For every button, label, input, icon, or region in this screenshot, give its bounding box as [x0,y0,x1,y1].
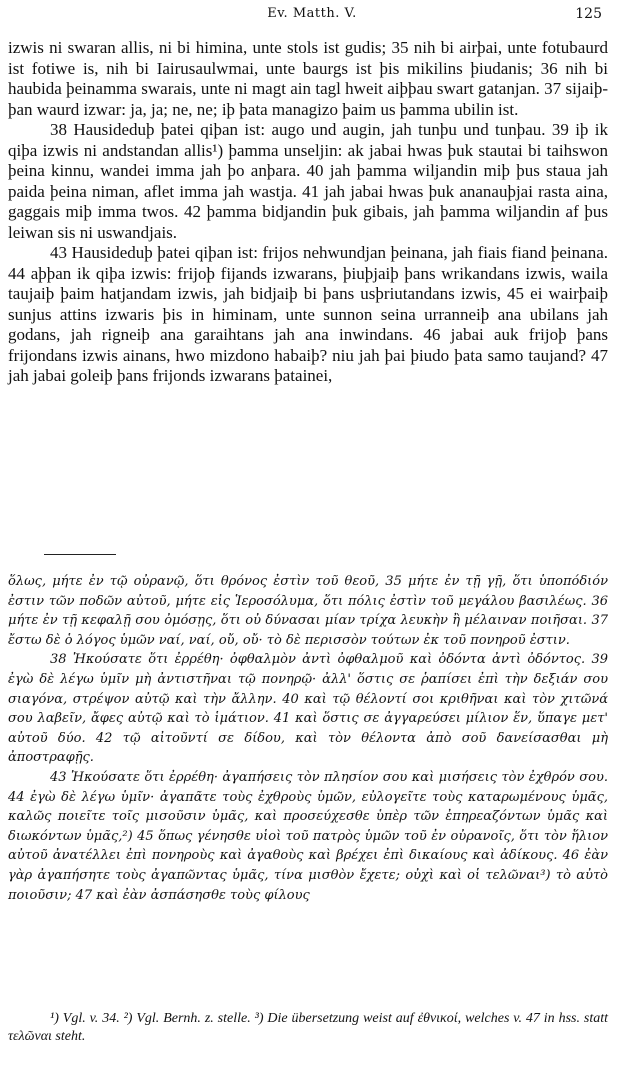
gothic-paragraph: 43 Hausideduþ þatei qiþan ist: frijos nehwundjan þeinana, jah fiais fiand þeinana. 44 aþþan ik qiþa izwis: frijoþ fijands izwarans, þiuþjaiþ þans wrikandans izwis, waila taujaiþ þaim hatjandam izwis, jah bidjaiþ bi þans usþriutandans izwis, 45 ei wairþaiþ sunjus attins izwaris þis in himinam, unte sunnon seina urranneiþ ana ubilans jah godans, jah rigneiþ ana garaihtans jah ana inwindans. 46 jabai auk frijoþ þans frijondans izwis ainans, hwo mizdono habaiþ? niu jah þai þiudo þata samo taujand? 47 jah jabai goleiþ þans frijonds izwarans þatainei, [8,243,608,385]
gothic-paragraph: 38 Hausideduþ þatei qiþan ist: augo und augin, jah tunþu und tunþau. 39 iþ ik qiþa izwis ni andstandan allis¹) þamma unseljin: ak jabai hwas þuk stautai bi taihswon þeina kinnu, wandei imma jah þo anþara. 40 jah þamma wiljandin miþ þus staua jah paida þeina niman, aflet imma jah wastja. 41 jah jabai hwas þuk ananauþjai rasta aina, gaggais miþ imma twos. 42 þamma bidjandin þuk gibais, jah þamma wiljandin af þus leiwan sis ni uswandjais. [8,120,608,242]
footnote-text: ¹) Vgl. v. 34. ²) Vgl. Bernh. z. stelle. ³) Die übersetzung weist auf ἐθνικοί, welches v. 47 in hss. statt τελῶναι steht. [8,1011,608,1044]
gothic-text [8,38,608,387]
page-header [0,6,624,26]
greek-paragraph: 43 Ἠκούσατε ὅτι ἐρρέθη· ἀγαπήσεις τὸν πλησίον σου καὶ μισήσεις τὸν ἐχθρόν σου. 44 ἐγὼ δὲ λέγω ὑμῖν· ἀγαπᾶτε τοὺς ἐχθροὺς ὑμῶν, εὐλογεῖτε τοὺς καταρωμένους ὑμᾶς, καλῶς ποιεῖτε τοῖς μισοῦσιν ὑμᾶς, καὶ προσεύχεσθε ὑπὲρ τῶν ἐπηρεαζόντων ὑμᾶς καὶ διωκόντων ὑμᾶς,²) 45 ὅπως γένησθε υἱοὶ τοῦ πατρὸς ὑμῶν τοῦ ἐν οὐρανοῖς, ὅτι τὸν ἥλιον αὐτοῦ ἀνατέλλει ἐπὶ πονηροὺς καὶ ἀγαθοὺς καὶ βρέχει ἐπὶ δικαίους καὶ ἀδίκους. 46 ἐὰν γὰρ ἀγαπήσητε τοὺς ἀγαπῶντας ὑμᾶς, τίνα μισθὸν ἔχετε; οὐχὶ καὶ οἱ τελῶναι³) τὸ αὐτὸ ποιοῦσιν; 47 καὶ ἐὰν ἀσπάσησθε τοὺς φίλους [8,769,608,903]
greek-paragraph: 38 Ἠκούσατε ὅτι ἐρρέθη· ὀφθαλμὸν ἀντὶ ὀφθαλμοῦ καὶ ὀδόντα ἀντὶ ὀδόντος. 39 ἐγὼ δὲ λέγω ὑμῖν μὴ ἀντιστῆναι τῷ πονηρῷ· ἀλλ' ὅστις σε ῥαπίσει ἐπὶ τὴν δεξιάν σου σιαγόνα, στρέψον αὐτῷ καὶ τὴν ἄλλην. 40 καὶ τῷ θέλοντί σοι κριθῆναι καὶ τὸν χιτῶνά σου λαβεῖν, ἄφες αὐτῷ καὶ τὸ ἱμάτιον. 41 καὶ ὅστις σε ἀγγαρεύσει μίλιον ἕν, ὕπαγε μετ' αὐτοῦ δύο. 42 τῷ αἰτοῦντί σε δίδου, καὶ τὸν θέλοντα ἀπὸ σοῦ δανείσασθαι μὴ ἀποστραφῇς. [8,652,608,766]
footnotes [8,1010,608,1046]
greek-text [8,572,608,905]
running-head: Ev. Matth. V. [267,6,357,21]
section-divider [44,554,116,555]
greek-paragraph: ὅλως, μήτε ἐν τῷ οὐρανῷ, ὅτι θρόνος ἐστὶν τοῦ θεοῦ, 35 μήτε ἐν τῇ γῇ, ὅτι ὑποπόδιόν ἐστιν τῶν ποδῶν αὐτοῦ, μήτε εἰς Ἱεροσόλυμα, ὅτι πόλις ἐστὶν τοῦ μεγάλου βασιλέως. 36 μήτε ἐν τῇ κεφαλῇ σου ὀμόσῃς, ὅτι οὐ δύνασαι μίαν τρίχα λευκὴν ἢ μέλαιναν ποιῆσαι. 37 ἔστω δὲ ὁ λόγος ὑμῶν ναί, ναί, οὔ, οὔ· τὸ δὲ περισσὸν τούτων ἐκ τοῦ πονηροῦ ἐστιν. [8,574,608,648]
gothic-paragraph: izwis ni swaran allis, ni bi himina, unte stols ist gudis; 35 nih bi airþai, unte fotubaurd ist fotiwe is, nih bi Iairusaulwmai, unte baurgs ist þis mikilins þiudanis; 36 nih bi haubida þeinamma swarais, unte ni magt ain tagl hweit aiþþau swart gatanjan. 37 sijaiþ-þan waurd izwar: ja, ja; ne, ne; iþ þata managizo þaim us þamma ubilin ist. [8,38,608,119]
page-number: 125 [575,6,602,22]
